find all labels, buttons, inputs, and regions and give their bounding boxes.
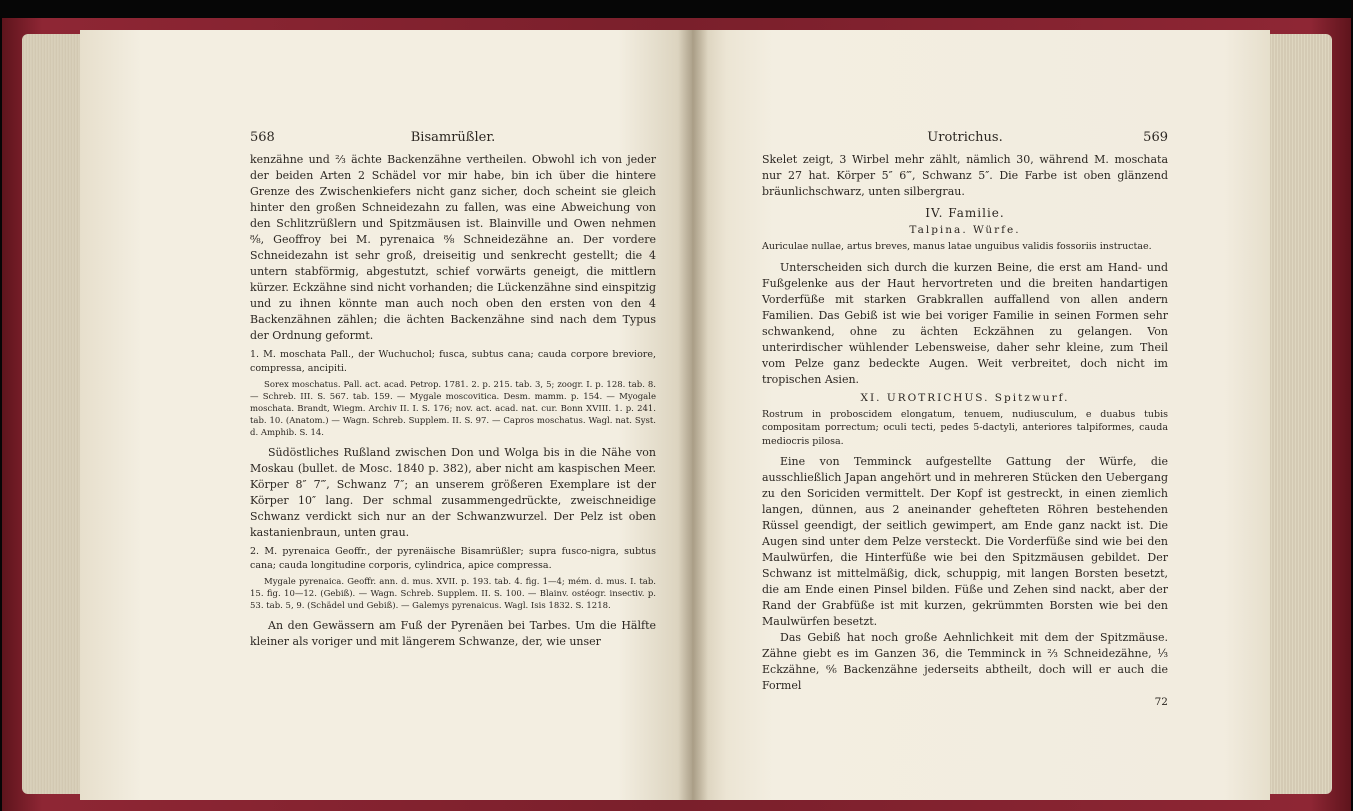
left-running-title: Bisamrüßler. [410,130,496,145]
right-paragraph-4: Das Gebiß hat noch große Aehnlichkeit mit dem der Spitzmäuse. Zähne giebt es im Ganzen 36, die Temminck in ⅔ Schneidezähne, ⅓ Eckzähne, ⁶⁄₆ Backenzähne jederseits abtheilt, doch will er auch die Formel [762,631,1168,692]
book-gutter [678,30,708,800]
right-page [692,30,1270,800]
right-paragraph-2: Unterscheiden sich durch die kurzen Beine, die erst am Hand- und Fußgelenke aus der Haut hervortreten und die breiten handartigen Vorderfüße mit starken Grabkrallen auffallend von allen andern Familien. Das Gebiß ist wie bei voriger Familie in seinen Formen sehr schwankend, ohne zu ächten Eckzähnen zu gelangen. Von unterirdischer wühlender Lebensweise, daher sehr kleine, zum Theil vom Pelze ganz bedeckte Augen. Weit verbreitet, doch nicht im tropischen Asien. [762,260,1168,386]
page-edges-right [1268,34,1332,794]
signature-mark: 72 [1154,696,1168,708]
left-page-content [250,130,656,650]
species-1-diagnosis: 1. M. moschata Pall., der Wuchuchol; fusca, subtus cana; cauda corpore breviore, compressa, ancipiti. [250,349,656,374]
species-2-synonymy: Mygale pyrenaica. Geoffr. ann. d. mus. XVII. p. 193. tab. 4. fig. 1—4; mém. d. mus. I. tab. 15. fig. 10—12. (Gebiß). — Wagn. Schreb. Supplem. II. S. 100. — Blainv. ostéogr. insectiv. p. 53. tab. 5, 9. (Schädel und Gebiß). — Galemys pyrenaicus. Wagl. Isis 1832. S. 1218. [250,577,656,611]
right-page-content [762,130,1168,708]
family-subheading: Talpina. Würfe. [909,224,1021,236]
page-edges-left [22,34,82,794]
left-page-number: 568 [250,130,275,145]
right-page-number: 569 [1143,130,1168,145]
species-1-synonymy: Sorex moschatus. Pall. act. acad. Petrop. 1781. 2. p. 215. tab. 3, 5; zoogr. I. p. 128. tab. 8. — Schreb. III. S. 567. tab. 159. — Mygale moscovitica. Desm. mamm. p. 154. — Myogale moschata. Brandt, Wiegm. Archiv II. I. S. 176; nov. act. acad. nat. cur. Bonn XVIII. 1. p. 241. tab. 10. (Anatom.) — Wagn. Schreb. Supplem. II. S. 97. — Capros moschatus. Wagl. nat. Syst. d. Amphib. S. 14. [250,380,656,438]
left-paragraph-2: Südöstliches Rußland zwischen Don und Wolga bis in die Nähe von Moskau (bullet. de Mosc. 1840 p. 382), aber nicht am kaspischen Meer. Körper 8″ 7‴, Schwanz 7″; an unserem größeren Exemplare ist der Körper 10″ lang. Der schmal zusammengedrückte, zweischneidige Schwanz verdickt sich nur an der Schwanzwurzel. Der Pelz ist oben kastanienbraun, unten grau. [250,446,656,539]
right-paragraph-1: Skelet zeigt, 3 Wirbel mehr zählt, nämlich 30, während M. moschata nur 27 hat. Körper 5″ 6‴, Schwanz 5″. Die Farbe ist oben glänzend bräunlichschwarz, unten silbergrau. [762,153,1168,198]
species-2-diagnosis: 2. M. pyrenaica Geoffr., der pyrenäische Bisamrüßler; supra fusco-nigra, subtus cana; cauda longitudine corporis, cylindrica, apice compressa. [250,546,656,571]
left-paragraph-1: kenzähne und ⅔ ächte Backenzähne vertheilen. Obwohl ich von jeder der beiden Arten 2 Schädel vor mir habe, bin ich über die hintere Grenze des Zwischenkiefers nicht ganz sicher, doch scheint sie gleich hinter den großen Schneidezahn zu fallen, was eine Abweichung von den Schlitzrüßlern und Spitzmäusen ist. Blainville und Owen nehmen ⁸⁄₈, Geoffroy bei M. pyrenaica ⁸⁄₈ Schneidezähne an. Der vordere Schneidezahn ist sehr groß, dreiseitig und senkrecht gestellt; die 4 untern stabförmig, abgestutzt, schief vorwärts geneigt, die mittlern kürzer. Eckzähne sind nicht vorhanden; die Lückenzähne sind einspitzig und zu ihnen könnte man auch noch oben den ersten von den 4 Backenzähnen zählen; die ächten Backenzähne sind nach dem Typus der Ordnung geformt. [250,153,656,342]
family-heading: IV. Familie. [925,206,1005,220]
left-page-header [250,130,656,152]
genus-diagnosis: Rostrum in proboscidem elongatum, tenuem, nudiusculum, e duabus tubis compositam porrectum; oculi tecti, pedes 5-dactyli, anteriores talpiformes, cauda mediocris pilosa. [762,408,1168,447]
right-page-header [762,130,1168,152]
family-diagnosis: Auriculae nullae, artus breves, manus latae unguibus validis fossoriis instructae. [762,241,1152,252]
right-paragraph-3: Eine von Temminck aufgestellte Gattung der Würfe, die ausschließlich Japan angehört und in mehreren Stücken den Uebergang zu den Soriciden vermittelt. Der Kopf ist gestreckt, in einen ziemlich langen, dünnen, aus 2 aneinander gehefteten Röhren bestehenden Rüssel geendigt, der seitlich gewimpert, am Ende ganz nackt ist. Die Augen sind unter dem Pelze versteckt. Die Vorderfüße sind wie bei den Maulwürfen, die Hinterfüße wie bei den Spitzmäusen gebildet. Der Schwanz ist mittelmäßig, dick, schuppig, mit langen Borsten besetzt, die am Ende einen Pinsel bilden. Füße und Zehen sind nackt, aber der Rand der Grabfüße ist mit kurzen, gekrümmten Borsten wie bei den Maulwürfen besetzt. [762,455,1168,628]
left-page [80,30,692,800]
right-running-title: Urotrichus. [927,130,1003,145]
left-paragraph-3: An den Gewässern am Fuß der Pyrenäen bei Tarbes. Um die Hälfte kleiner als voriger und mit längerem Schwanze, der, wie unser [250,619,656,648]
genus-heading: XI. UROTRICHUS. Spitzwurf. [860,391,1070,404]
